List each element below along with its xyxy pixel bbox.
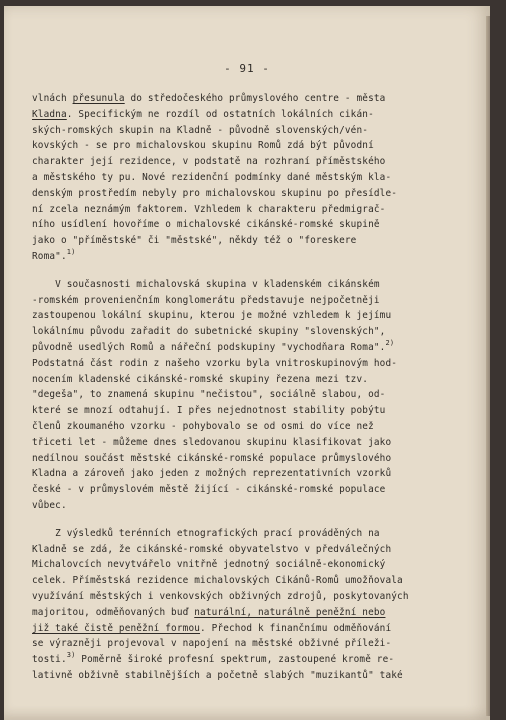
- text-line: lokálnímu původu zařadit do subetnické skupiny "slovenských",: [32, 326, 386, 338]
- text-line: vlnách přesunula do středočeského průmyslového centre - města: [32, 93, 386, 104]
- text-line: Michalovcích nevytvářelo vnitřně jednotný sociálně-ekonomický: [32, 559, 386, 571]
- underlined-text: naturální, naturálně peněžní nebo: [194, 606, 386, 618]
- footnote-marker: 1): [66, 247, 76, 256]
- text-line: Kladna. Specifickým ne rozdíl od ostatních lokálních cikán-: [32, 108, 374, 120]
- text-line: a městského ty pu. Nové rezidenční podmínky dané městským kla-: [32, 171, 392, 183]
- text-line: členů zkoumaného vzorku - pohybovalo se od osmi do více než: [32, 420, 374, 432]
- underlined-text: přesunula: [72, 93, 125, 104]
- text-line: ských-romských skupin na Kladně - původně slovenských/vén-: [32, 124, 369, 136]
- text-line: majoritou, odměňovaných buď naturální, naturálně peněžní nebo: [32, 606, 386, 618]
- underlined-text: Kladna: [32, 108, 67, 120]
- text-line: nocením kladenské cikánské-romské skupiny řezena mezi tzv.: [32, 373, 369, 385]
- text-line: původně usedlých Romů a nářeční podskupiny "vychodňara Roma".$^{2)}$: [32, 338, 395, 353]
- paragraph: [32, 526, 470, 684]
- text-line: ní zcela neznámým faktorem. Vzhledem k charakteru předmigrač-: [32, 203, 386, 215]
- text-line: nedílnou součást městské cikánské-romské populace průmyslového: [32, 452, 392, 464]
- text-line: Kladně se zdá, že cikánské-romské obyvatelstvo v předválečných: [32, 543, 392, 555]
- text-line: třiceti let - můžeme dnes sledovanou skupinu klasifikovat jako: [32, 436, 392, 448]
- text-line: lativně obživně stabilnějších a početně slabých "muzikantů" také: [32, 669, 403, 681]
- text-line: již také čistě peněžní formou. Přechod k finančnímu odměňování: [32, 622, 392, 634]
- footnote-marker: 3): [66, 651, 76, 660]
- text-line: se výrazněji projevoval v napojení na městské obživné příleži-: [32, 638, 392, 650]
- text-line: V současnosti michalovská skupina v kladenském cikánském: [32, 278, 380, 290]
- text-line: -romském provenienčním konglomerátu představuje nejpočetněji: [32, 294, 380, 306]
- text-line: denským prostředím nebyly pro michalovskou skupinu po přesídle-: [32, 187, 398, 199]
- text-line: Kladna a zároveň jako jeden z možných reprezentativních vzorků: [32, 468, 392, 480]
- page-edge: [486, 16, 490, 716]
- text-line: vůbec.: [32, 499, 67, 511]
- text-line: jako o "příměstské" či "městské", někdy též o "foreskere: [32, 235, 357, 247]
- page-number: - 91 -: [224, 62, 270, 75]
- text-line: kovských - se pro michalovskou skupinu Romů zdá být původní: [32, 140, 374, 152]
- text-line: charakter její rezidence, v podstatě na rozhraní příměstského: [32, 156, 386, 168]
- text-line: ního usídlení hovoříme o michalovské cikánské-romské skupině: [32, 219, 380, 231]
- paragraph: [32, 277, 470, 514]
- text-line: zastoupenou lokální skupinu, kterou je možné vzhledem k jejímu: [32, 310, 392, 322]
- text-line: které se mnozí odtahují. I přes nejednotnost stability pobýtu: [32, 405, 386, 417]
- footnote-marker: 2): [385, 338, 395, 347]
- paragraph-gap: [32, 514, 470, 526]
- paragraph-gap: [32, 265, 470, 277]
- text-line: Z výsledků terénních etnografických prací prováděných na: [32, 527, 380, 539]
- text-line: Podstatná část rodin z našeho vzorku byla vnitroskupinovým hod-: [32, 357, 398, 369]
- text-line: tosti.$^{3)}$ Poměrně široké profesní spektrum, zastoupené kromě re-: [32, 651, 395, 666]
- text-line: "degeša", to znamená skupinu "nečistou", sociálně slabou, od-: [32, 389, 386, 401]
- underlined-text: již také čistě peněžní formou: [32, 622, 201, 634]
- paragraph: [32, 91, 470, 265]
- text-line: celek. Příměstská rezidence michalovských Cikánů-Romů umožňovala: [32, 575, 403, 587]
- text-line: české - v průmyslovém městě žijící - cikánské-romské populace: [32, 484, 386, 496]
- body-text: [32, 91, 470, 684]
- text-line: využívání městských i venkovských obživných zdrojů, poskytovaných: [32, 590, 409, 602]
- document-page: [4, 6, 490, 720]
- text-line: Roma".$^{1)}$: [32, 247, 76, 262]
